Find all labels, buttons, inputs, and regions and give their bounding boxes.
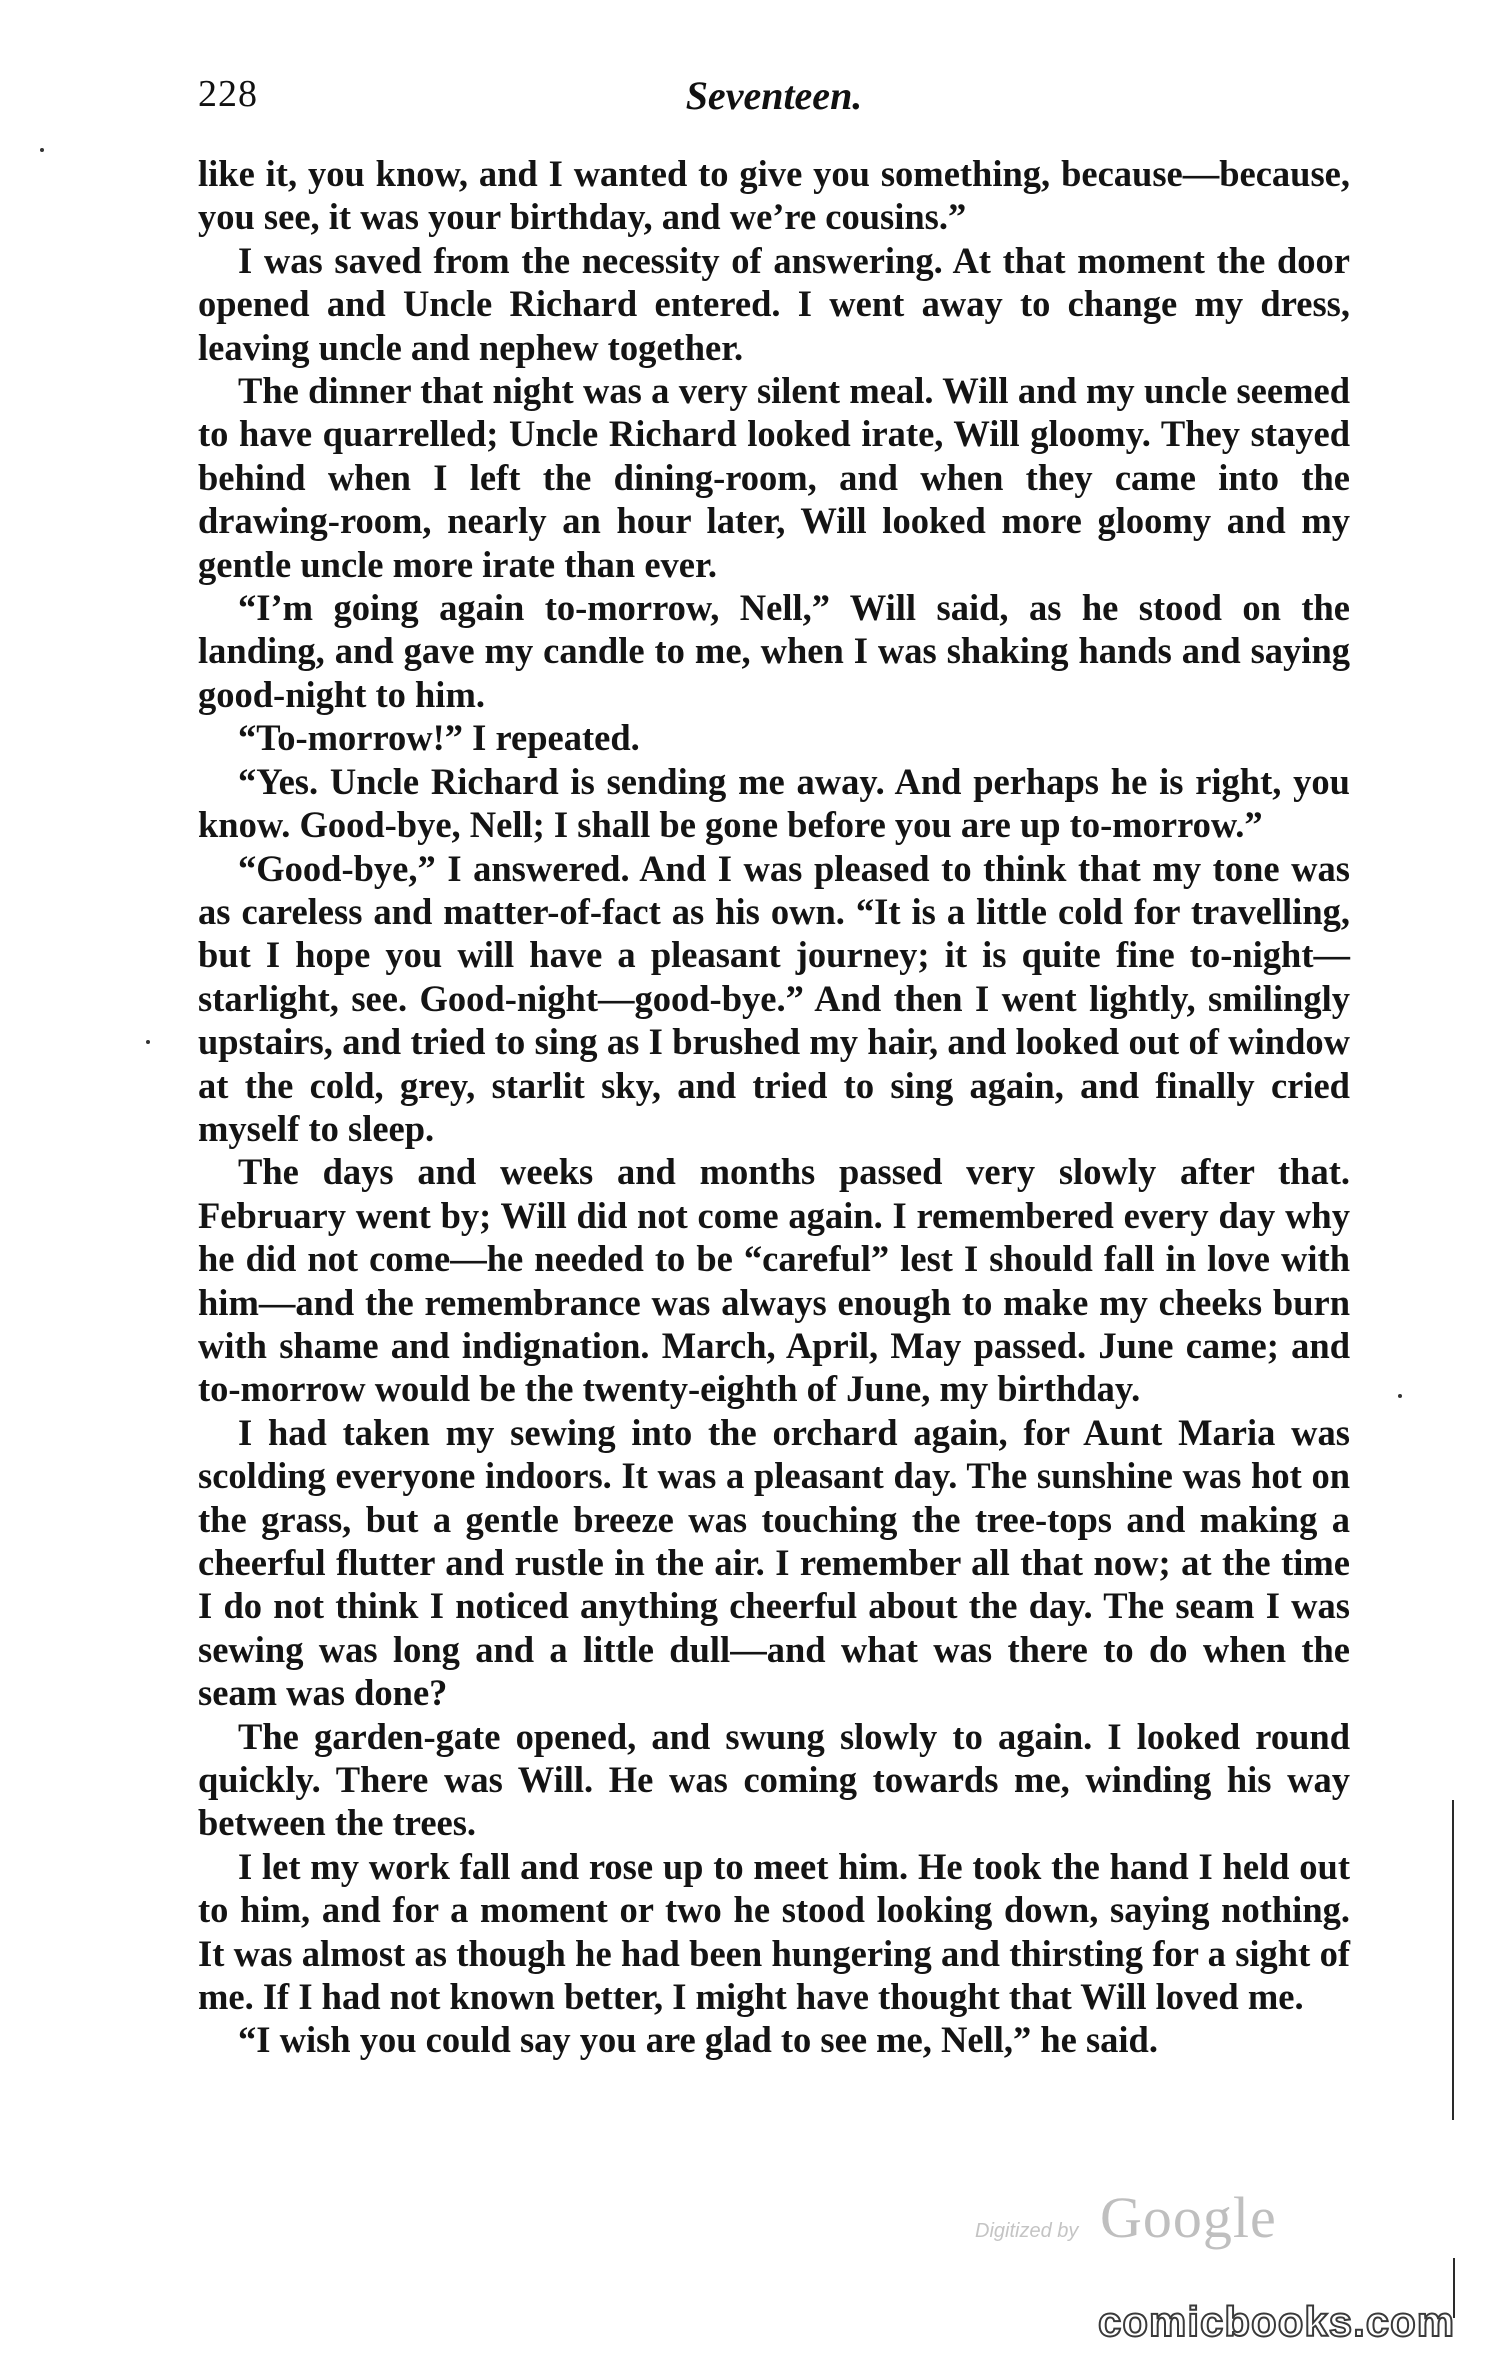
paragraph: The days and weeks and months passed very slowly after that. February went by; Will did not come again. I remembered every day why he did not come—he needed to be “careful” lest I should fall in love with him—and the remembrance was always enough to make my cheeks burn with shame and indignation. March, April, May passed. June came; and to-morrow would be the twenty-eighth of June, my birthday. [198, 1151, 1350, 1410]
paragraph: like it, you know, and I wanted to give you something, because—because, you see, it was your birthday, and we’re cousins.” [198, 153, 1350, 238]
paragraph: I had taken my sewing into the orchard again, for Aunt Maria was scolding everyone indoors. It was a pleasant day. The sunshine was hot on the grass, but a gentle breeze was touching the tree-tops and making a cheerful flutter and rustle in the air. I remember all that now; at the time I do not think I noticed anything cheerful about the day. The seam I was sewing was long and a little dull—and what was there to do when the seam was done? [198, 1411, 1350, 1714]
digitized-by-watermark: Digitized by [975, 2220, 1079, 2242]
page-header [198, 72, 1350, 132]
scan-margin-line [1452, 1800, 1454, 2120]
scan-speck [40, 148, 44, 152]
google-watermark: Google [1100, 2185, 1277, 2250]
paragraph: The garden-gate opened, and swung slowly to again. I looked round quickly. There was Will. He was coming towards me, winding his way between the trees. [198, 1715, 1350, 1844]
paragraph: I let my work fall and rose up to meet him. He took the hand I held out to him, and for a moment or two he stood looking down, saying nothing. It was almost as though he had been hungering and thirsting for a sight of me. If I had not known better, I might have thought that Will loved me. [198, 1845, 1350, 2018]
paragraph: “Yes. Uncle Richard is sending me away. And perhaps he is right, you know. Good-bye, Nell; I shall be gone before you are up to-morrow.” [198, 760, 1350, 846]
running-title: Seventeen. [685, 73, 863, 118]
paragraph: “Good-bye,” I answered. And I was pleased to think that my tone was as careless and matter-of-fact as his own. “It is a little cold for travelling, but I hope you will have a pleasant journey; it is quite fine to-night—starlight, see. Good-night—good-bye.” And then I went lightly, smilingly upstairs, and tried to sing as I brushed my hair, and looked out of window at the cold, grey, starlit sky, and tried to sing again, and finally cried myself to sleep. [198, 847, 1350, 1149]
paragraph: The dinner that night was a very silent meal. Will and my uncle seemed to have quarrelled; Uncle Richard looked irate, Will gloomy. They stayed behind when I left the dining-room, and when they came into the drawing-room, nearly an hour later, Will looked more gloomy and my gentle uncle more irate than ever. [198, 370, 1350, 585]
paragraph: I was saved from the necessity of answering. At that moment the door opened and Uncle Richard entered. I went away to change my dress, leaving uncle and nephew together. [198, 239, 1350, 368]
scan-speck [1398, 1394, 1402, 1398]
scan-speck [146, 1040, 150, 1044]
paragraph: “To-morrow!” I repeated. [238, 717, 640, 759]
body-text [198, 152, 1350, 2062]
paragraph: “I wish you could say you are glad to see me, Nell,” he said. [238, 2019, 1158, 2061]
page-number: 228 [198, 73, 258, 115]
paragraph: “I’m going again to-morrow, Nell,” Will said, as he stood on the landing, and gave my candle to me, when I was shaking hands and saying good-night to him. [198, 587, 1350, 715]
site-watermark: comicbooks.com [1098, 2298, 1456, 2345]
